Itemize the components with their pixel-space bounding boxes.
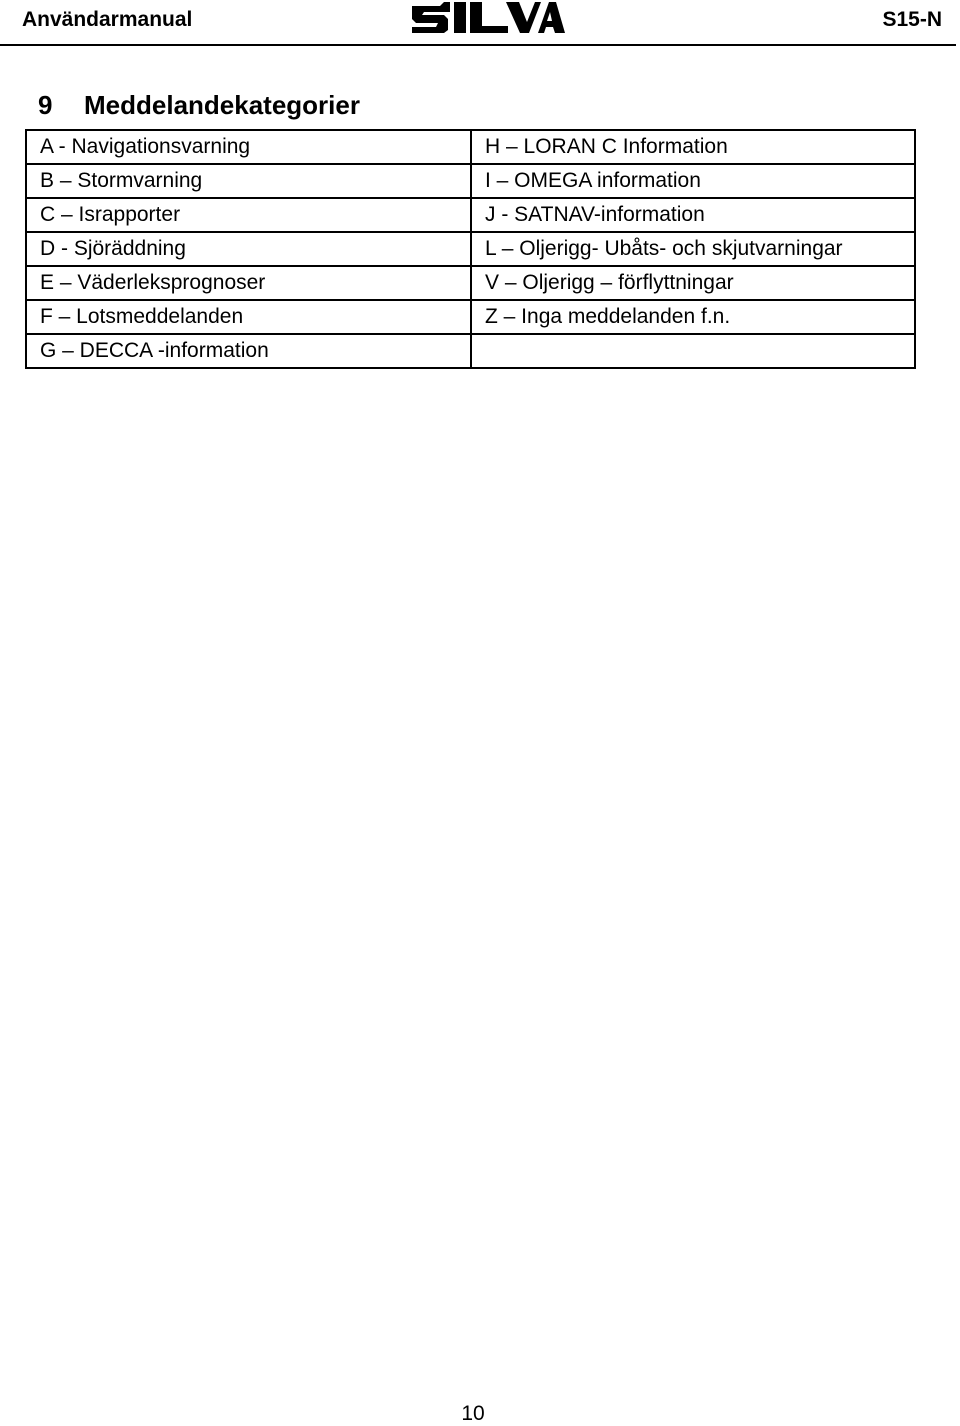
table-row [26,198,915,232]
page-number: 10 [461,1402,485,1425]
table-row [26,300,915,334]
silva-logo [410,0,565,34]
category-cell: A - Navigationsvarning [26,130,471,164]
category-cell: V – Oljerigg – förflyttningar [471,266,915,300]
message-categories-table [25,129,916,369]
table-row [26,130,915,164]
empty-cell [471,334,915,368]
category-cell: I – OMEGA information [471,164,915,198]
category-cell: G – DECCA -information [26,334,471,368]
category-cell: H – LORAN C Information [471,130,915,164]
table-row [26,266,915,300]
category-cell: E – Väderleksprognoser [26,266,471,300]
category-cell: C – Israpporter [26,198,471,232]
category-cell: F – Lotsmeddelanden [26,300,471,334]
section-number: 9 [38,90,53,120]
category-cell: D - Sjöräddning [26,232,471,266]
category-cell: J - SATNAV-information [471,198,915,232]
section-title: Meddelandekategorier [84,90,360,120]
category-cell: B – Stormvarning [26,164,471,198]
page-header [0,0,956,46]
model-code: S15-N [882,8,942,31]
table-row [26,232,915,266]
table-row [26,334,915,368]
table-row [26,164,915,198]
category-cell: Z – Inga meddelanden f.n. [471,300,915,334]
manual-title: Användarmanual [22,8,193,31]
section-heading [38,90,360,121]
category-cell: L – Oljerigg- Ubåts- och skjutvarningar [471,232,915,266]
